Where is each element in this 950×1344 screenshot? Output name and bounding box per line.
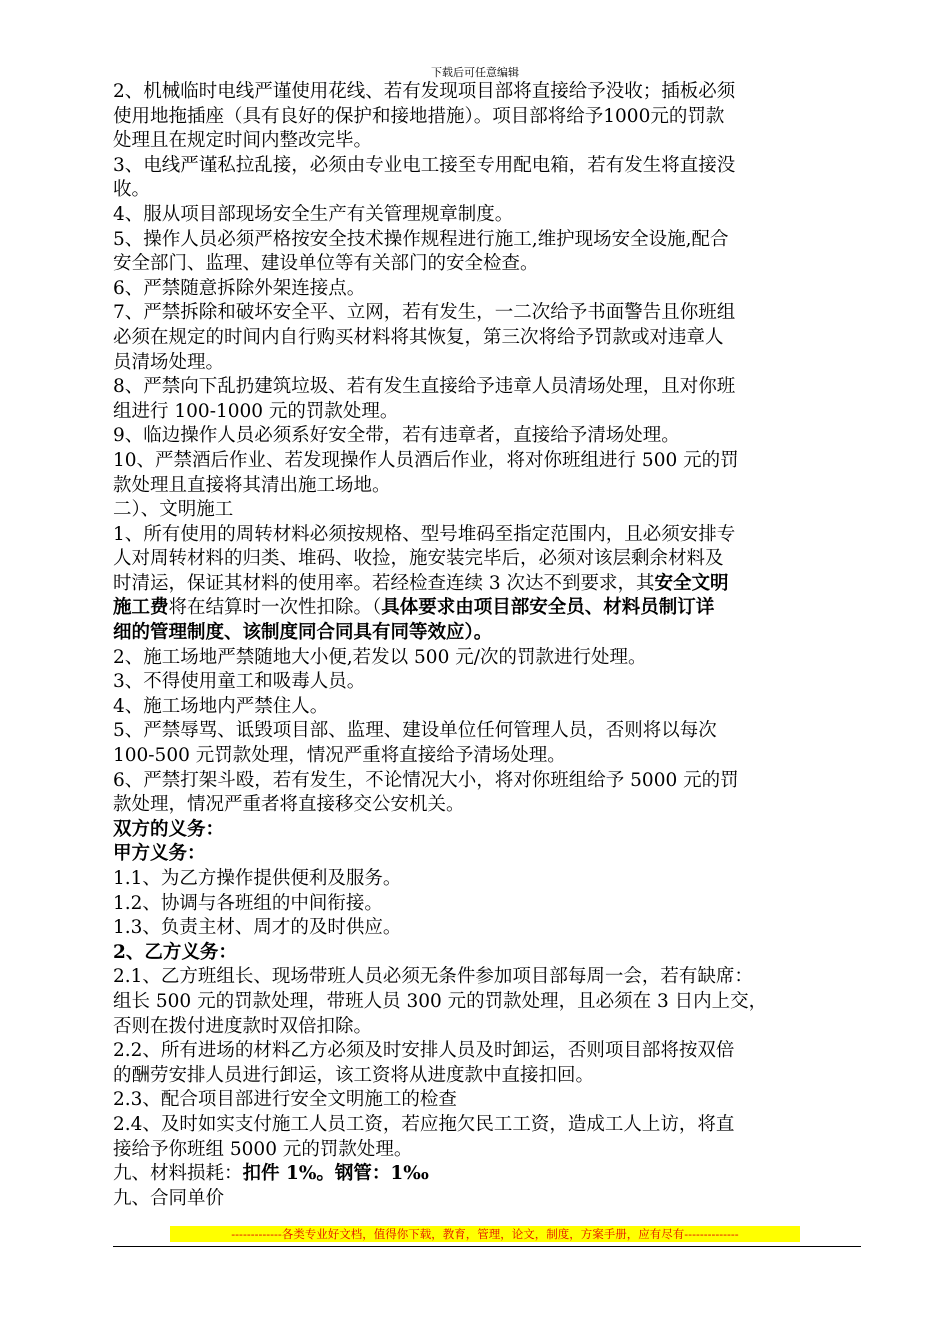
plain-text: 8、严禁向下乱扔建筑垃圾、若有发生直接给予违章人员清场处理，且对你班	[113, 376, 736, 398]
plain-text: 100-500 元罚款处理，情况严重将直接给予清场处理。	[113, 745, 566, 767]
text-line	[113, 1039, 861, 1064]
plain-text: 1.2、协调与各班组的中间衔接。	[113, 892, 383, 914]
plain-text: 1、所有使用的周转材料必须按规格、型号堆码至指定范围内，且必须安排专	[113, 523, 736, 545]
text-line	[113, 769, 861, 794]
plain-text: 2.2、所有进场的材料乙方必须及时安排人员及时卸运，否则项目部将按双倍	[113, 1040, 735, 1062]
text-line	[113, 1064, 861, 1089]
text-line	[113, 326, 861, 351]
text-line	[113, 965, 861, 990]
text-line	[113, 129, 861, 154]
bold-text: 扣件 1%。钢管：1‰	[242, 1163, 429, 1185]
footer-banner: -------------各类专业好文档，值得你下载，教育，管理，论文，制度，方案手册，应有尽有--------------	[170, 1226, 800, 1242]
text-line	[113, 498, 861, 523]
text-line	[113, 818, 861, 843]
plain-text: 1.1、为乙方操作提供便利及服务。	[113, 868, 402, 889]
text-line	[113, 547, 861, 572]
text-line	[113, 277, 861, 302]
plain-text: 7、严禁拆除和破坏安全平、立网，若有发生，一二次给予书面警告且你班组	[113, 302, 736, 324]
plain-text: 处理且在规定时间内整改完毕。	[113, 130, 373, 152]
text-line	[113, 1187, 861, 1212]
plain-text: 收。	[113, 179, 151, 201]
footer-rule	[113, 1246, 861, 1247]
bold-text: 施工费	[113, 597, 169, 619]
text-line	[113, 1015, 861, 1040]
plain-text: 接给予你班组 5000 元的罚款处理。	[113, 1138, 413, 1160]
text-line	[113, 1088, 861, 1113]
plain-text: 安全部门、监理、建设单位等有关部门的安全检查。	[113, 253, 539, 275]
text-line	[113, 228, 861, 253]
text-line	[113, 892, 861, 917]
plain-text: 款处理，情况严重者将直接移交公安机关。	[113, 794, 465, 816]
document-body	[113, 80, 861, 1211]
plain-text: 组长 500 元的罚款处理，带班人员 300 元的罚款处理，且必须在 3 日内上交，	[113, 990, 768, 1012]
plain-text: 6、严禁打架斗殴，若有发生，不论情况大小，将对你班组给予 5000 元的罚	[113, 769, 739, 791]
text-line	[113, 449, 861, 474]
text-line	[113, 572, 861, 597]
plain-text: 否则在拨付进度款时双倍扣除。	[113, 1015, 373, 1037]
text-line	[113, 400, 861, 425]
bold-text: 安全文明	[654, 572, 729, 594]
text-line	[113, 670, 861, 695]
text-line	[113, 990, 861, 1015]
text-line	[113, 178, 861, 203]
bold-text: 2、乙方义务：	[113, 941, 237, 963]
plain-text: 2.3、配合项目部进行安全文明施工的检查	[113, 1089, 457, 1111]
plain-text: 款处理且直接将其清出施工场地。	[113, 474, 391, 496]
plain-text: 3、不得使用童工和吸毒人员。	[113, 671, 366, 693]
text-line	[113, 1162, 861, 1187]
plain-text: 2、施工场地严禁随地大小便,若发以 500 元/次的罚款进行处理。	[113, 646, 647, 668]
text-line	[113, 252, 861, 277]
text-line	[113, 154, 861, 179]
text-line	[113, 1113, 861, 1138]
plain-text: 将在结算时一次性扣除。（	[168, 597, 382, 619]
text-line	[113, 105, 861, 130]
text-line	[113, 351, 861, 376]
text-line	[113, 424, 861, 449]
text-line	[113, 744, 861, 769]
plain-text: 人对周转材料的归类、堆码、收捡，施安装完毕后，必须对该层剩余材料及	[113, 548, 724, 570]
text-line	[113, 375, 861, 400]
page-header: 下载后可任意编辑	[431, 66, 519, 79]
plain-text: 二）、文明施工	[113, 499, 234, 521]
bold-text: 具体要求由项目部安全员、材料员制订详	[381, 597, 715, 619]
bold-text: 双方的义务：	[113, 818, 225, 840]
plain-text: 九、材料损耗：	[113, 1163, 243, 1185]
text-line	[113, 867, 861, 892]
plain-text: 5、严禁辱骂、诋毁项目部、监理、建设单位任何管理人员，否则将以每次	[113, 720, 717, 742]
text-line	[113, 474, 861, 499]
text-line	[113, 621, 861, 646]
text-line	[113, 941, 861, 966]
plain-text: 必须在规定的时间内自行购买材料将其恢复，第三次将给予罚款或对违章人	[113, 326, 724, 348]
plain-text: 组进行 100-1000 元的罚款处理。	[113, 400, 399, 422]
plain-text: 10、严禁酒后作业、若发现操作人员酒后作业，将对你班组进行 500 元的罚	[113, 449, 739, 471]
plain-text: 使用地拖插座（具有良好的保护和接地措施）。项目部将给予1000元的罚款	[113, 105, 725, 127]
plain-text: 9、临边操作人员必须系好安全带，若有违章者，直接给予清场处理。	[113, 425, 680, 447]
text-line	[113, 793, 861, 818]
text-line	[113, 646, 861, 671]
text-line	[113, 916, 861, 941]
plain-text: 4、施工场地内严禁住人。	[113, 695, 329, 717]
plain-text: 6、严禁随意拆除外架连接点。	[113, 277, 366, 299]
plain-text: 3、电线严谨私拉乱接，必须由专业电工接至专用配电箱，若有发生将直接没	[113, 154, 736, 176]
text-line	[113, 719, 861, 744]
text-line	[113, 842, 861, 867]
plain-text: 2.1、乙方班组长、现场带班人员必须无条件参加项目部每周一会，若有缺席：	[113, 966, 753, 988]
bold-text: 甲方义务：	[113, 843, 206, 865]
plain-text: 1.3、负责主材、周才的及时供应。	[113, 917, 402, 939]
plain-text: 的酬劳安排人员进行卸运，该工资将从进度款中直接扣回。	[113, 1064, 595, 1086]
plain-text: 员清场处理。	[113, 351, 225, 373]
plain-text: 2、机械临时电线严谨使用花线、若有发现项目部将直接给予没收；插板必须	[113, 81, 736, 102]
text-line	[113, 203, 861, 228]
text-line	[113, 1138, 861, 1163]
text-line	[113, 695, 861, 720]
plain-text: 4、服从项目部现场安全生产有关管理规章制度。	[113, 203, 514, 225]
plain-text: 时清运，保证其材料的使用率。若经检查连续 3 次达不到要求，其	[113, 572, 655, 594]
text-line	[113, 523, 861, 548]
text-line	[113, 80, 861, 105]
plain-text: 2.4、及时如实支付施工人员工资，若应拖欠民工工资，造成工人上访，将直	[113, 1113, 735, 1135]
bold-text: 细的管理制度、该制度同合同具有同等效应）。	[113, 622, 493, 644]
text-line	[113, 301, 861, 326]
plain-text: 5、操作人员必须严格按安全技术操作规程进行施工,维护现场安全设施,配合	[113, 228, 729, 250]
plain-text: 九、合同单价	[113, 1187, 225, 1209]
text-line	[113, 596, 861, 621]
